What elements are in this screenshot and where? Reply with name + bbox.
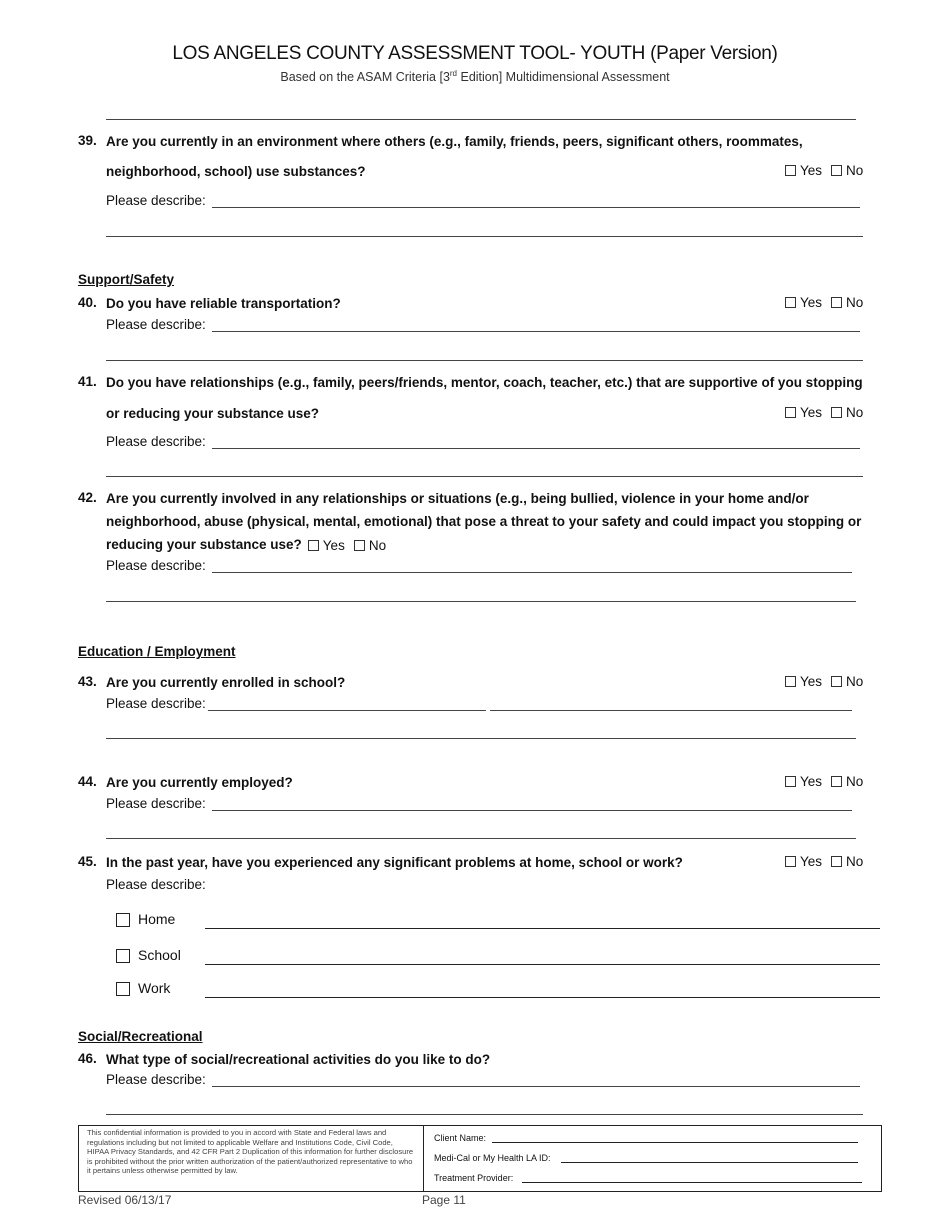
no-checkbox[interactable] bbox=[831, 856, 842, 867]
question-46-text: What type of social/recreational activities do you like to do? bbox=[106, 1052, 491, 1067]
describe-label: Please describe: bbox=[106, 434, 206, 449]
no-checkbox[interactable] bbox=[831, 165, 842, 176]
answer-line[interactable] bbox=[106, 476, 863, 477]
home-checkbox[interactable] bbox=[116, 913, 130, 927]
describe-label: Please describe: bbox=[106, 317, 206, 332]
yes-no-options: Yes No bbox=[785, 163, 863, 178]
question-number: 40. bbox=[78, 295, 97, 310]
school-answer-line[interactable] bbox=[205, 964, 880, 965]
question-40-text: Do you have reliable transportation? bbox=[106, 296, 341, 311]
school-checkbox[interactable] bbox=[116, 949, 130, 963]
no-checkbox[interactable] bbox=[831, 297, 842, 308]
question-number: 41. bbox=[78, 374, 97, 389]
yes-checkbox[interactable] bbox=[785, 165, 796, 176]
footer-box bbox=[78, 1125, 882, 1192]
medi-cal-id-field[interactable] bbox=[561, 1162, 858, 1163]
treatment-provider-field[interactable] bbox=[522, 1182, 862, 1183]
answer-line[interactable] bbox=[212, 448, 860, 449]
answer-line[interactable] bbox=[212, 572, 852, 573]
yes-checkbox[interactable] bbox=[785, 856, 796, 867]
work-answer-line[interactable] bbox=[205, 997, 880, 998]
question-number: 39. bbox=[78, 133, 97, 148]
yes-checkbox[interactable] bbox=[785, 676, 796, 687]
medi-cal-id-label: Medi-Cal or My Health LA ID: bbox=[434, 1153, 551, 1163]
question-number: 42. bbox=[78, 490, 97, 505]
section-heading: Support/Safety bbox=[78, 272, 175, 287]
no-checkbox[interactable] bbox=[831, 407, 842, 418]
question-41-text: Do you have relationships (e.g., family, peers/friends, mentor, coach, teacher, etc.) that are supportive of you stopping bbox=[106, 375, 863, 390]
question-39-text-cont: neighborhood, school) use substances? bbox=[106, 164, 366, 179]
question-43-text: Are you currently enrolled in school? bbox=[106, 675, 346, 690]
answer-line[interactable] bbox=[212, 207, 860, 208]
yes-checkbox[interactable] bbox=[785, 776, 796, 787]
question-41-text-cont: or reducing your substance use? bbox=[106, 406, 320, 421]
answer-line[interactable] bbox=[106, 838, 856, 839]
school-label: School bbox=[138, 947, 181, 963]
confidentiality-notice: This confidential information is provided to you in accord with State and Federal laws and regulations including but not limited to applicable Welfare and Institutions Code, Civil Code, HIPAA Privacy Standards, and 42 CFR Part 2 Duplication of this information for further disclosure is prohibited without the prior written authorization of the patient/authorized representative to who it pertains unless otherwise permitted by law. bbox=[79, 1126, 424, 1191]
question-39-text: Are you currently in an environment where others (e.g., family, friends, peers, significant others, roommates, bbox=[106, 134, 803, 149]
yes-no-options: Yes No bbox=[785, 854, 863, 869]
question-number: 43. bbox=[78, 674, 97, 689]
answer-line[interactable] bbox=[106, 236, 863, 237]
client-name-field[interactable] bbox=[492, 1142, 858, 1143]
page-number: Page 11 bbox=[422, 1193, 466, 1207]
work-checkbox[interactable] bbox=[116, 982, 130, 996]
answer-line[interactable] bbox=[212, 1086, 860, 1087]
describe-label: Please describe: bbox=[106, 796, 206, 811]
yes-no-options: Yes No bbox=[785, 674, 863, 689]
home-answer-line[interactable] bbox=[205, 928, 880, 929]
answer-line[interactable] bbox=[208, 710, 486, 711]
client-name-label: Client Name: bbox=[434, 1133, 487, 1143]
question-number: 45. bbox=[78, 854, 97, 869]
document-subtitle: Based on the ASAM Criteria [3rd Edition] Multidimensional Assessment bbox=[280, 69, 670, 85]
no-checkbox[interactable] bbox=[831, 776, 842, 787]
no-checkbox[interactable] bbox=[354, 540, 365, 551]
describe-label: Please describe: bbox=[106, 193, 206, 208]
no-checkbox[interactable] bbox=[831, 676, 842, 687]
answer-line[interactable] bbox=[106, 360, 863, 361]
section-heading: Education / Employment bbox=[78, 644, 236, 659]
treatment-provider-label: Treatment Provider: bbox=[434, 1173, 514, 1183]
yes-no-options: Yes No bbox=[785, 774, 863, 789]
describe-label: Please describe: bbox=[106, 696, 206, 711]
answer-line[interactable] bbox=[212, 331, 860, 332]
question-44-text: Are you currently employed? bbox=[106, 775, 293, 790]
answer-line[interactable] bbox=[490, 710, 852, 711]
describe-label: Please describe: bbox=[106, 877, 206, 892]
describe-label: Please describe: bbox=[106, 1072, 206, 1087]
question-45-text: In the past year, have you experienced any significant problems at home, school or work? bbox=[106, 855, 683, 870]
answer-line[interactable] bbox=[212, 810, 852, 811]
question-42-last-line: reducing your substance use? Yes No bbox=[106, 537, 387, 553]
question-number: 46. bbox=[78, 1051, 97, 1066]
yes-no-options: Yes No bbox=[785, 295, 863, 310]
answer-line[interactable] bbox=[106, 1114, 863, 1115]
document-title: LOS ANGELES COUNTY ASSESSMENT TOOL- YOUTH (Paper Version) bbox=[172, 43, 778, 64]
work-label: Work bbox=[138, 980, 171, 996]
answer-line[interactable] bbox=[106, 119, 856, 120]
yes-checkbox[interactable] bbox=[785, 407, 796, 418]
yes-no-options: Yes No bbox=[785, 405, 863, 420]
revised-date: Revised 06/13/17 bbox=[78, 1193, 172, 1207]
home-label: Home bbox=[138, 911, 176, 927]
question-42-text-cont: neighborhood, abuse (physical, mental, emotional) that pose a threat to your safety and could impact you stopping or bbox=[106, 514, 862, 529]
answer-line[interactable] bbox=[106, 601, 856, 602]
yes-checkbox[interactable] bbox=[785, 297, 796, 308]
question-42-text: Are you currently involved in any relationships or situations (e.g., being bullied, violence in your home and/or bbox=[106, 491, 809, 506]
describe-label: Please describe: bbox=[106, 558, 206, 573]
section-heading: Social/Recreational bbox=[78, 1029, 203, 1044]
answer-line[interactable] bbox=[106, 738, 856, 739]
yes-checkbox[interactable] bbox=[308, 540, 319, 551]
question-number: 44. bbox=[78, 774, 97, 789]
